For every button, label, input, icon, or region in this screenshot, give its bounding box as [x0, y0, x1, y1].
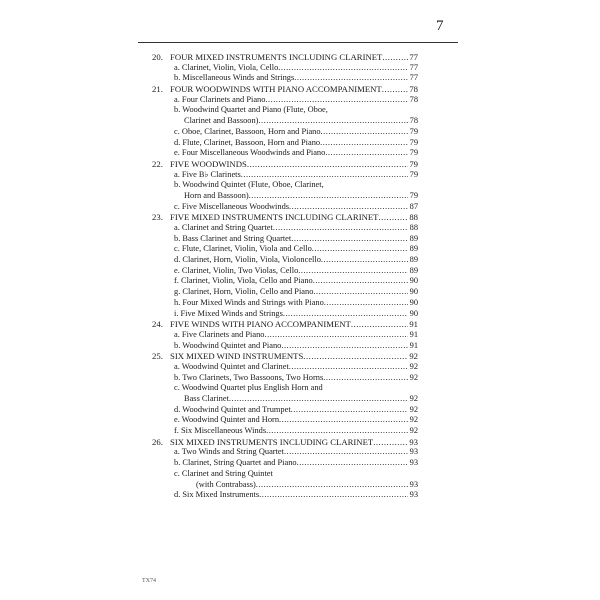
toc-entry — [152, 202, 418, 213]
toc-page-number: 79 — [409, 190, 418, 200]
toc-section-entry — [152, 319, 418, 330]
toc-entry-title: c. Clarinet and String Quintet — [174, 468, 273, 478]
toc-entry-title: b. Two Clarinets, Two Bassoons, Two Horns ..... — [174, 373, 408, 384]
toc-entry-title: a. Four Clarinets and Piano ..... — [174, 95, 408, 106]
toc-page-number: 90 — [409, 276, 418, 286]
toc-page-number: 90 — [409, 297, 418, 307]
toc-entry-title: FIVE WOODWINDS ..... — [170, 159, 408, 170]
toc-section-number: 21. — [152, 84, 163, 95]
toc-page-number: 79 — [409, 126, 418, 136]
toc-page-number: 78 — [409, 116, 418, 126]
toc-entry — [152, 447, 418, 458]
toc-entry — [152, 373, 418, 384]
toc-page-number: 93 — [409, 436, 418, 447]
toc-entry-title: (with Contrabass) ..... — [196, 480, 408, 491]
toc-entry-title: a. Clarinet and String Quartet ..... — [174, 223, 408, 234]
toc-page-number: 92 — [409, 404, 418, 414]
toc-section-number: 23. — [152, 212, 163, 223]
toc-section-number: 25. — [152, 351, 163, 362]
toc-entry-title: f. Clarinet, Violin, Viola, Cello and Piano ..... — [174, 276, 408, 287]
toc-entry-title: SIX MIXED INSTRUMENTS INCLUDING CLARINET ..... — [170, 437, 408, 448]
toc-section-entry — [152, 437, 418, 448]
toc-entry-title: FIVE MIXED INSTRUMENTS INCLUDING CLARINET ..... — [170, 212, 408, 223]
toc-page-number: 93 — [409, 490, 418, 500]
toc-entry-title: e. Woodwind Quintet and Horn ..... — [174, 415, 408, 426]
toc-entry-title: b. Clarinet, String Quartet and Piano ..... — [174, 458, 408, 469]
toc-page-number: 77 — [409, 62, 418, 72]
toc-entry-title: c. Flute, Clarinet, Violin, Viola and Cello ..... — [174, 244, 408, 255]
toc-page-number: 92 — [409, 394, 418, 403]
toc-entry — [152, 105, 418, 116]
toc-entry — [152, 138, 418, 149]
toc-entry-title: d. Clarinet, Horn, Violin, Viola, Violoncello ..... — [174, 255, 408, 266]
toc-entry — [152, 170, 418, 181]
toc-entry — [152, 490, 418, 501]
toc-entry-title: c. Oboe, Clarinet, Bassoon, Horn and Piano ..... — [174, 127, 408, 138]
toc-page-number: 92 — [409, 351, 418, 362]
toc-entry — [152, 127, 418, 138]
toc-page-number: 91 — [409, 319, 418, 330]
toc-page-number: 90 — [409, 308, 418, 318]
toc-page-number: 79 — [409, 137, 418, 147]
toc-entry — [152, 341, 418, 352]
toc-entry-title: d. Flute, Clarinet, Bassoon, Horn and Piano ..... — [174, 138, 408, 149]
toc-page-number: 92 — [409, 426, 418, 436]
toc-entry — [152, 148, 418, 159]
toc-entry — [152, 362, 418, 373]
toc-entry-title: e. Four Miscellaneous Woodwinds and Piano ..... — [174, 148, 408, 159]
toc-entry-title: e. Clarinet, Violin, Two Violas, Cello ..... — [174, 266, 408, 277]
toc-page-number: 93 — [409, 458, 418, 468]
toc-entry — [152, 234, 418, 245]
toc-entry-title: c. Five Miscellaneous Woodwinds ..... — [174, 202, 408, 213]
toc-entry — [152, 480, 418, 491]
toc-entry-title: h. Four Mixed Winds and Strings with Piano ..... — [174, 298, 408, 309]
toc-entry — [152, 415, 418, 426]
toc-page-number: 79 — [409, 158, 418, 169]
toc-page-number: 79 — [409, 169, 418, 179]
toc-entry-title: f. Six Miscellaneous Winds ..... — [174, 426, 408, 437]
toc-entry-title: i. Five Mixed Winds and Strings ..... — [174, 309, 408, 320]
toc-page-number: 92 — [409, 372, 418, 382]
footer-code: TX74 — [142, 578, 156, 584]
toc-section-entry — [152, 52, 418, 63]
toc-entry — [152, 298, 418, 309]
toc-entry-title: g. Clarinet, Horn, Violin, Cello and Piano ..... — [174, 287, 408, 298]
toc-section-number: 24. — [152, 319, 163, 330]
toc-entry — [152, 309, 418, 320]
toc-page-number: 89 — [409, 233, 418, 243]
toc-entry — [152, 383, 418, 394]
toc-entry-title: a. Two Winds and String Quartet ..... — [174, 447, 408, 458]
toc-entry — [152, 426, 418, 437]
toc-entry-title: b. Miscellaneous Winds and Strings ..... — [174, 73, 408, 84]
toc-entry-title: SIX MIXED WIND INSTRUMENTS ..... — [170, 351, 408, 362]
toc-entry — [152, 469, 418, 480]
toc-entry — [152, 73, 418, 84]
toc-entry — [152, 180, 418, 191]
toc-entry — [152, 191, 418, 202]
toc-entry-title: FOUR WOODWINDS WITH PIANO ACCOMPANIMENT ..... — [170, 84, 408, 95]
toc-section-number: 22. — [152, 158, 163, 169]
toc-page-number: 89 — [409, 244, 418, 254]
toc-page-number: 77 — [409, 73, 418, 83]
toc-page-number: 88 — [409, 212, 418, 223]
toc-entry — [152, 244, 418, 255]
toc-page-number: 87 — [409, 201, 418, 211]
toc-page-number: 93 — [409, 479, 418, 489]
toc-entry — [152, 287, 418, 298]
toc-entry-title: a. Five Clarinets and Piano ..... — [174, 330, 408, 341]
toc-page-number: 90 — [409, 287, 418, 297]
toc-entry-title: b. Bass Clarinet and String Quartet ..... — [174, 234, 408, 245]
toc-entry-title: b. Woodwind Quintet (Flute, Oboe, Clarinet, — [174, 180, 324, 190]
toc-entry — [152, 223, 418, 234]
toc-section-number: 20. — [152, 52, 163, 62]
toc-entry-title: a. Five B♭ Clarinets ..... — [174, 170, 408, 181]
toc-page-number: 93 — [409, 447, 418, 457]
toc-entry — [152, 63, 418, 74]
header-rule — [138, 42, 458, 43]
toc-entry — [152, 394, 418, 405]
toc-page-number: 91 — [409, 340, 418, 350]
toc-page-number: 78 — [409, 94, 418, 104]
toc-entry-title: d. Woodwind Quintet and Trumpet ..... — [174, 405, 408, 416]
toc-entry — [152, 255, 418, 266]
toc-entry-title: b. Woodwind Quartet and Piano (Flute, Oboe, — [174, 105, 328, 115]
toc-entry-title: FIVE WINDS WITH PIANO ACCOMPANIMENT ..... — [170, 319, 408, 330]
toc-entry — [152, 330, 418, 341]
toc-entry — [152, 458, 418, 469]
toc-entry-title: a. Woodwind Quintet and Clarinet ..... — [174, 362, 408, 373]
toc-entry — [152, 405, 418, 416]
toc-page-number: 77 — [409, 52, 418, 62]
toc-entry — [152, 276, 418, 287]
toc-entry-title: Bass Clarinet ..... — [184, 394, 408, 405]
toc-section-entry — [152, 351, 418, 362]
toc-entry-title: Clarinet and Bassoon) ..... — [184, 116, 408, 127]
toc-section-entry — [152, 84, 418, 95]
toc-page-number: 92 — [409, 415, 418, 425]
toc-section-entry — [152, 159, 418, 170]
toc-page-number: 89 — [409, 265, 418, 275]
toc-page-number: 92 — [409, 361, 418, 371]
toc-section-number: 26. — [152, 436, 163, 447]
toc-entry — [152, 95, 418, 106]
toc-page-number: 89 — [409, 255, 418, 265]
page-number: 7 — [436, 18, 444, 34]
toc-section-entry — [152, 212, 418, 223]
table-of-contents — [152, 52, 418, 501]
toc-entry-title: c. Woodwind Quartet plus English Horn and — [174, 383, 323, 393]
toc-page-number: 78 — [409, 84, 418, 95]
toc-entry-title: FOUR MIXED INSTRUMENTS INCLUDING CLARINET ..... — [170, 52, 408, 63]
toc-entry-title: Horn and Bassoon) ..... — [184, 191, 408, 202]
toc-entry-title: a. Clarinet, Violin, Viola, Cello ..... — [174, 63, 408, 74]
toc-page-number: 91 — [409, 329, 418, 339]
toc-page-number: 79 — [409, 148, 418, 158]
toc-entry-title: b. Woodwind Quintet and Piano ..... — [174, 341, 408, 352]
toc-entry — [152, 116, 418, 127]
toc-page-number: 88 — [409, 223, 418, 232]
toc-entry-title: d. Six Mixed Instruments ..... — [174, 490, 408, 501]
toc-entry — [152, 266, 418, 277]
